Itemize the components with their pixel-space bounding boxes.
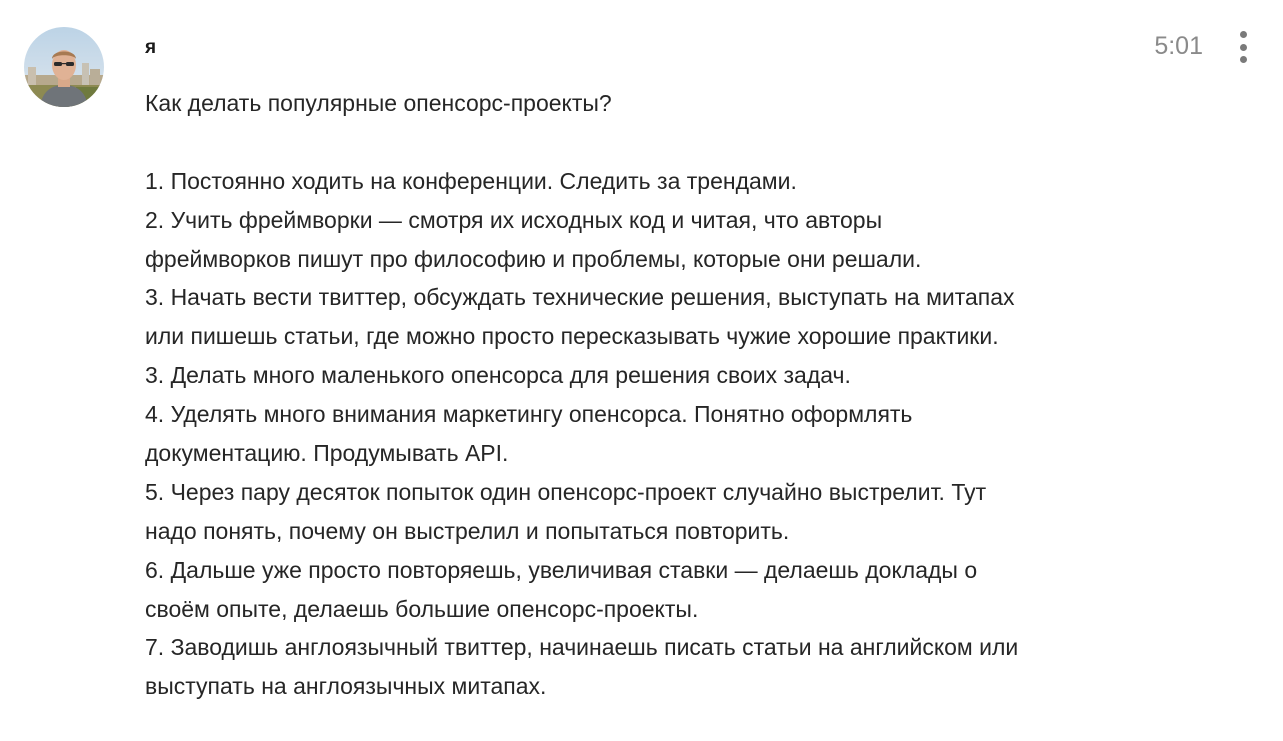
message-line: надо понять, почему он выстрелил и попытаться повторить. <box>145 517 790 544</box>
message-line: 3. Начать вести твиттер, обсуждать технические решения, выступать на митапах <box>145 284 1015 311</box>
more-vertical-icon[interactable] <box>1230 28 1258 66</box>
sender-name[interactable]: я <box>145 37 157 58</box>
message-line: фреймворков пишут про философию и проблемы, которые они решали. <box>145 245 922 272</box>
message-line: 5. Через пару десяток попыток один опенсорс-проект случайно выстрелит. Тут <box>145 478 987 505</box>
message-line: 1. Постоянно ходить на конференции. Следить за трендами. <box>145 167 797 194</box>
message-line: 3. Делать много маленького опенсорса для решения своих задач. <box>145 362 851 389</box>
message-line: 6. Дальше уже просто повторяешь, увеличивая ставки — делаешь доклады о <box>145 556 978 583</box>
user-avatar-photo <box>24 27 104 107</box>
message-line: своём опыте, делаешь большие опенсорс-проекты. <box>145 595 699 622</box>
avatar[interactable] <box>24 27 104 107</box>
menu-dot <box>1240 56 1247 63</box>
message-line: документацию. Продумывать API. <box>145 440 509 467</box>
message-line: или пишешь статьи, где можно просто пересказывать чужие хорошие практики. <box>145 323 999 350</box>
message-line: выступать на англоязычных митапах. <box>145 673 547 700</box>
message-title: Как делать популярные опенсорс-проекты? <box>145 90 612 116</box>
message-line: 2. Учить фреймворки — смотря их исходных код и читая, что авторы <box>145 206 883 233</box>
menu-dot <box>1240 31 1247 38</box>
menu-dot <box>1240 44 1247 51</box>
message-line: 7. Заводишь англоязычный твиттер, начинаешь писать статьи на английском или <box>145 634 1019 661</box>
message-line: 4. Уделять много внимания маркетингу опенсорса. Понятно оформлять <box>145 401 913 428</box>
message-text <box>145 84 1185 706</box>
message-timestamp: 5:01 <box>1154 32 1203 60</box>
blank-line <box>145 123 1185 162</box>
